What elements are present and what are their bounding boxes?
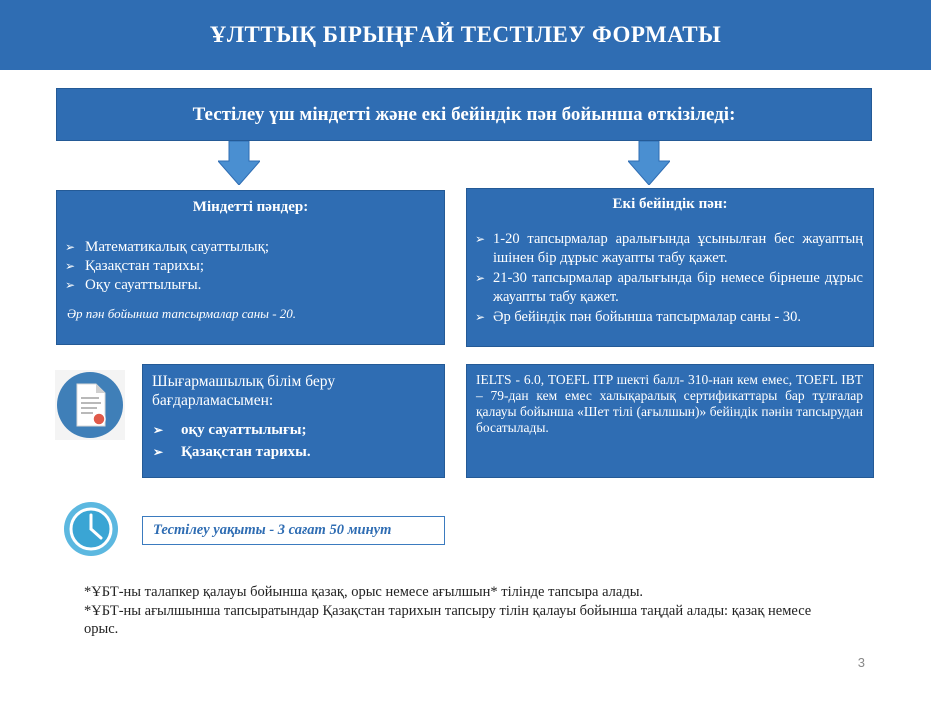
chevron-right-icon: ➢ [65,240,76,254]
list-item: ➢ Әр бейіндік пән бойынша тапсырмалар саны - 30. [475,309,801,325]
chevron-right-icon: ➢ [65,278,76,292]
intro-text: Тестілеу үш міндетті және екі бейіндік пән бойынша өткізіледі: [192,103,736,125]
list-item: ➢ Оқу сауаттылығы. [65,277,202,293]
list-item: ➢ 1-20 тапсырмалар аралығында ұсынылған бес жауаптың ішінен бір дұрыс жауапты табу қажет. [475,231,863,266]
header-banner [0,0,931,70]
document-certificate-icon [55,370,125,440]
elective-subjects-box [466,188,874,347]
chevron-right-icon: ➢ [153,423,164,437]
ielts-exemption-box [466,364,874,478]
elective-title: Екі бейіндік пән: [612,196,728,212]
chevron-right-icon: ➢ [153,445,164,459]
mandatory-title: Міндетті пәндер: [192,199,309,215]
clock-icon [63,501,119,557]
list-item: ➢ Қазақстан тарихы; [65,258,205,274]
mandatory-note: Әр пән бойынша тапсырмалар саны - 20. [67,306,297,321]
chevron-right-icon: ➢ [475,232,486,246]
creative-program-box [142,364,445,478]
list-item: ➢ 21-30 тапсырмалар аралығында бір немесе бірнеше дұрыс жауапты табу қажет. [475,270,863,305]
mandatory-list [57,238,444,295]
footnote: *ҰБТ-ны талапкер қалауы бойынша қазақ, орыс немесе ағылшын* тілінде тапсыра алады. [84,584,644,600]
footnotes [84,583,844,639]
creative-lead: Шығармашылық білім беру бағдарламасымен: [152,373,336,409]
footnote: *ҰБТ-ны ағылшынша тапсыратындар Қазақстан тарихын тапсыру тілін қалауы бойынша таңдай алады: қазақ немесе орыс. [84,602,812,637]
list-item: ➢ Математикалық сауаттылық; [65,239,270,255]
creative-list [143,419,444,463]
arrow-down-icon [628,141,670,185]
chevron-right-icon: ➢ [475,271,486,285]
chevron-right-icon: ➢ [475,310,486,324]
elective-list [467,230,873,327]
page-title: ҰЛТТЫҚ БІРЫҢҒАЙ ТЕСТІЛЕУ ФОРМАТЫ [209,22,722,47]
chevron-right-icon: ➢ [65,259,76,273]
arrow-down-icon [218,141,260,185]
list-item: ➢ Қазақстан тарихы. [143,441,444,463]
list-item: ➢ оқу сауаттылығы; [143,419,444,441]
testing-time-text: Тестілеу уақыты - 3 сағат 50 минут [153,522,392,538]
testing-time-box [142,516,445,545]
page-number: 3 [857,655,865,670]
intro-box [56,88,872,141]
mandatory-subjects-box [56,190,445,345]
ielts-text: IELTS - 6.0, TOEFL ITP шекті балл- 310-нан кем емес, TOEFL IBT – 79-дан кем емес халықаралық сертификаттары бар тұлғалар қалауы бойынша «Шет тілі (ағылшын)» бейіндік пәнін тапсырудан босатылады. [476,372,863,435]
